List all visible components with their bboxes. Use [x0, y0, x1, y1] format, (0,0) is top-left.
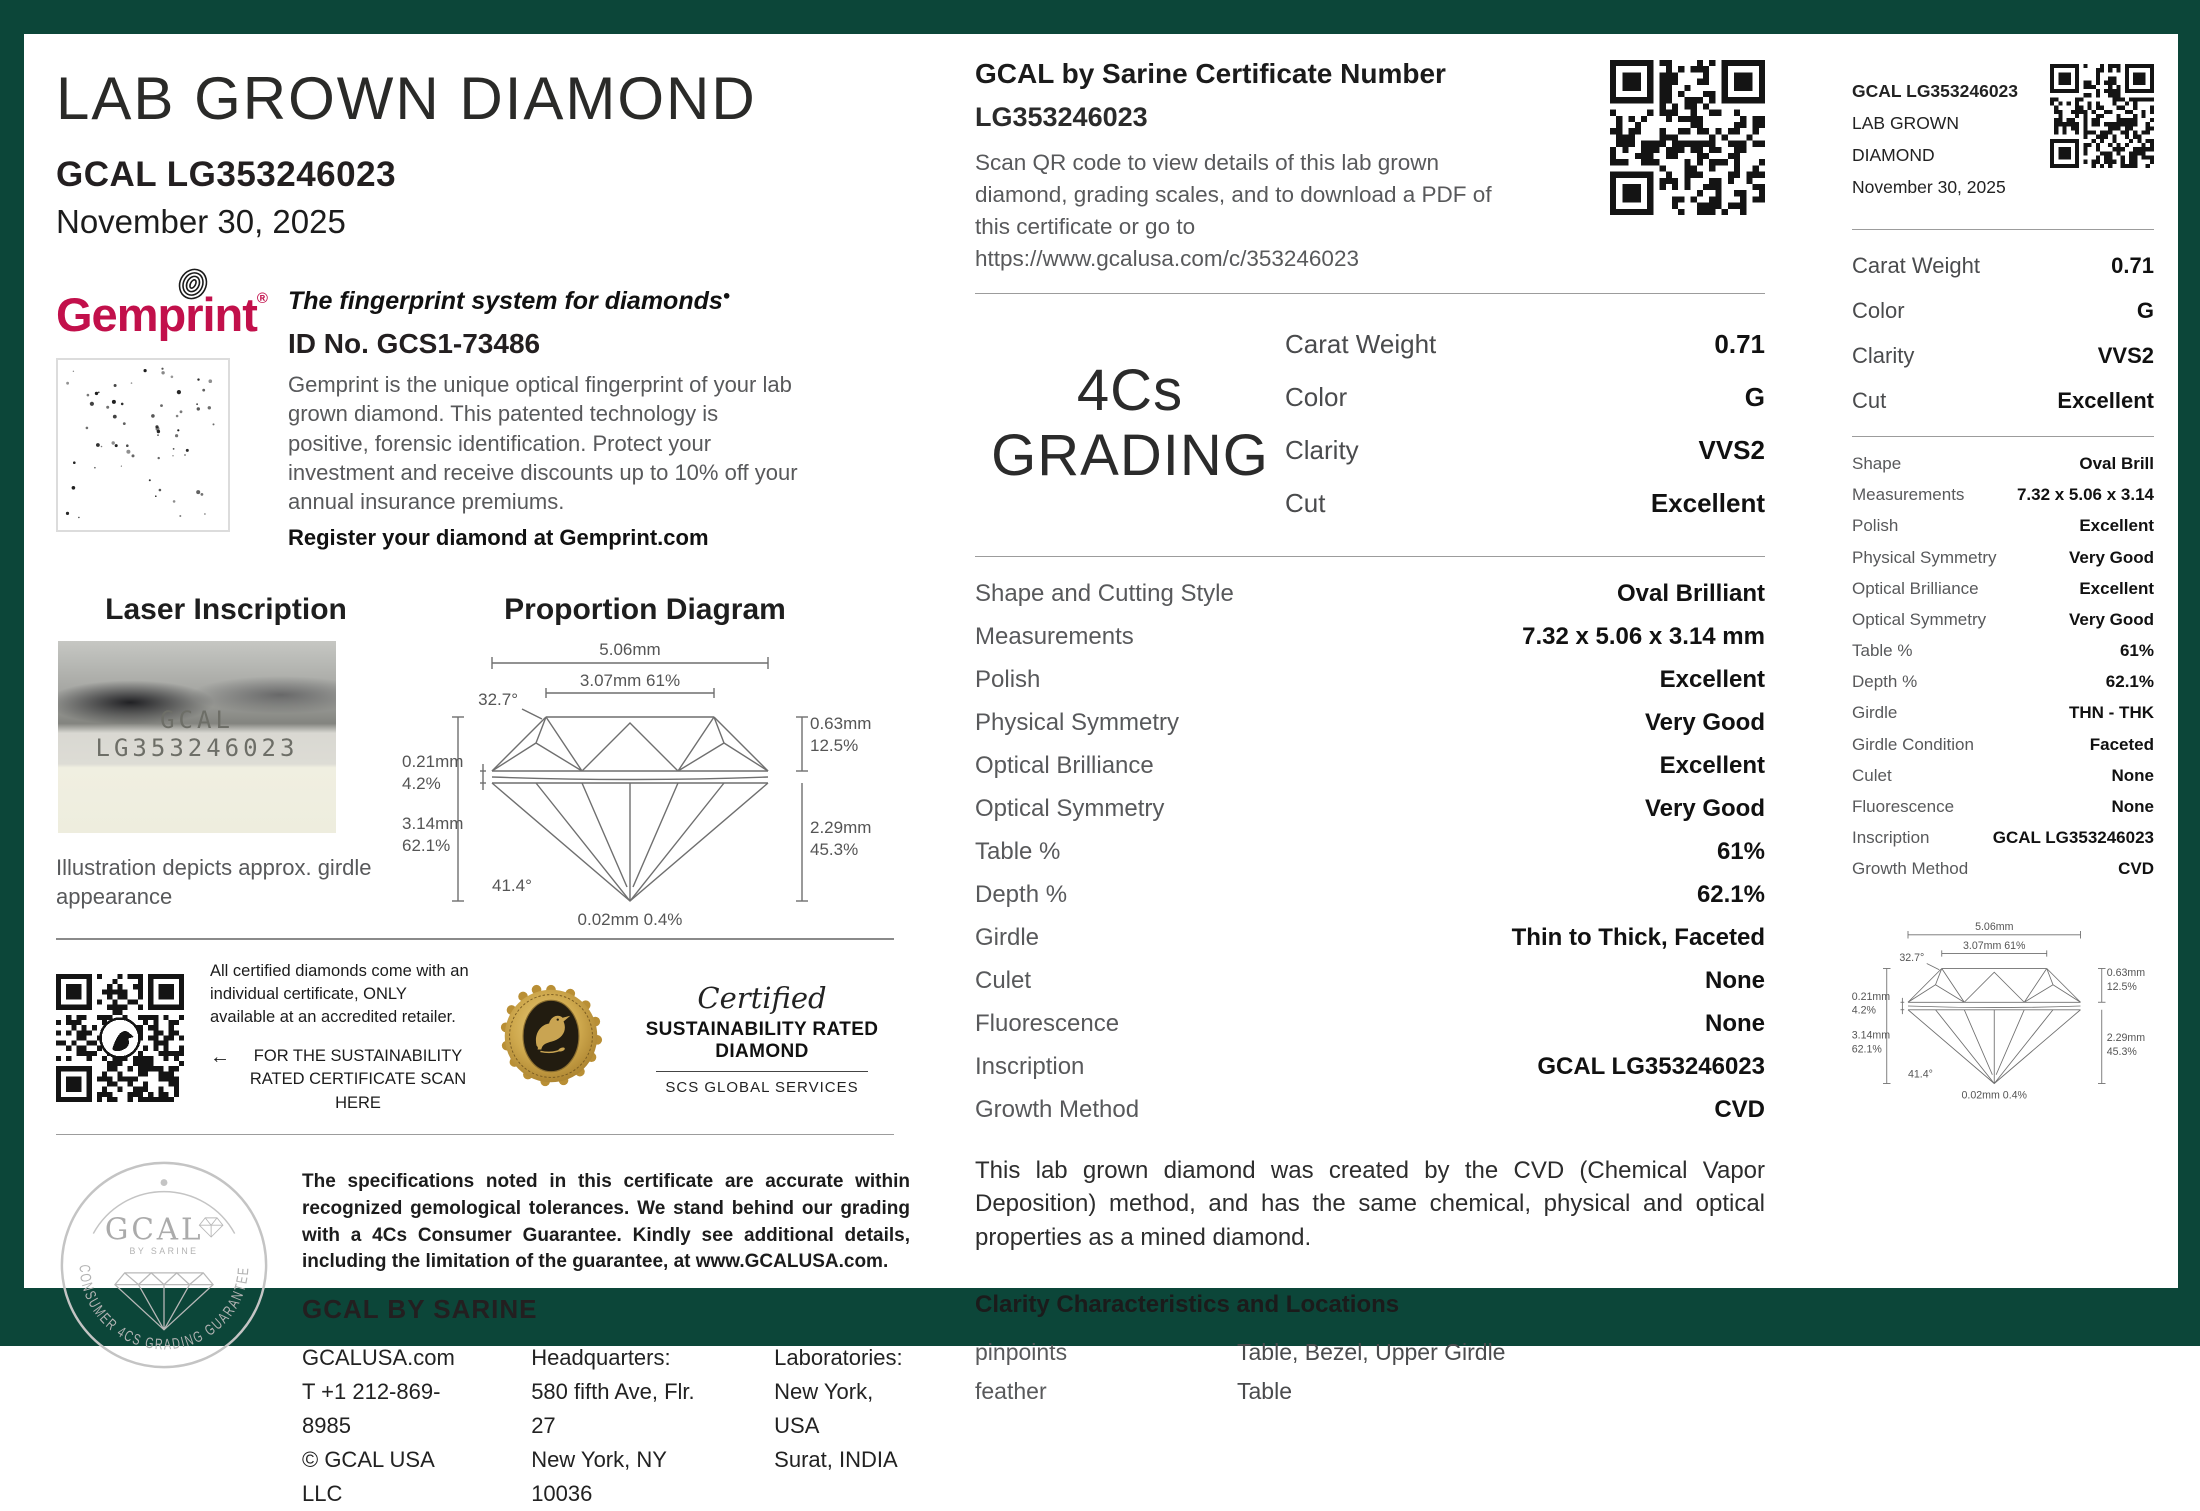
dim-girdle-mm: 0.21mm	[402, 752, 464, 772]
dim-girdle-pct: 4.2%	[1851, 1004, 1876, 1017]
table-row	[1852, 243, 2154, 288]
spec-value: Oval Brilliant	[1616, 580, 1765, 608]
table-row	[975, 874, 1765, 917]
grading-value: Excellent	[2057, 387, 2154, 413]
seal-diamond-art	[115, 1273, 213, 1330]
spec-label: Girdle	[1852, 703, 1898, 723]
certificate-qr-code	[1610, 60, 1765, 215]
table-row	[975, 745, 1765, 788]
dim-crown-angle: 32.7°	[1899, 952, 1925, 964]
clarity-name: pinpoints	[975, 1338, 1068, 1365]
frame-right-bar	[2178, 0, 2200, 1346]
contact-col-3	[774, 1341, 910, 1511]
seal-ring-text: CONSUMER 4CS GRADING GUARANTEE	[75, 1262, 253, 1355]
grading-value: VVS2	[2097, 342, 2154, 368]
spec-label: Physical Symmetry	[1852, 547, 1997, 567]
table-row	[1852, 729, 2154, 760]
table-row	[975, 831, 1765, 874]
grading-value: 0.71	[1714, 328, 1765, 359]
proportion-diagram-heading: Proportion Diagram	[504, 593, 786, 627]
dim-crown-height-pct: 12.5%	[810, 736, 859, 756]
company-name: GCAL BY SARINE	[302, 1293, 538, 1324]
table-row	[975, 616, 1765, 659]
dim-culet: 0.02mm 0.4%	[577, 910, 683, 930]
dim-pavilion-depth-mm: 2.29mm	[810, 818, 872, 838]
table-row	[975, 1372, 1765, 1411]
spec-value: Very Good	[2068, 609, 2154, 629]
hq-label: Headquarters:	[531, 1344, 671, 1370]
dim-crown-height-mm: 0.63mm	[2106, 967, 2146, 979]
dim-depth-mm: 3.14mm	[1851, 1029, 1891, 1042]
table-row	[975, 960, 1765, 1003]
table-row	[1852, 854, 2154, 885]
grading-value: Excellent	[1650, 487, 1765, 518]
spec-label: Inscription	[975, 1053, 1085, 1081]
divider	[656, 1071, 868, 1072]
stub-grading-table	[1852, 230, 2154, 436]
spec-value: Thin to Thick, Faceted	[1511, 924, 1765, 952]
spec-label: Fluorescence	[975, 1010, 1120, 1038]
spec-label: Optical Brilliance	[1852, 578, 1979, 598]
contact-col-1	[302, 1341, 471, 1511]
clarity-characteristics-heading: Clarity Characteristics and Locations	[975, 1290, 1400, 1318]
scs-global-services-label: SCS GLOBAL SERVICES	[665, 1078, 859, 1096]
table-row	[1852, 542, 2154, 573]
contact-website: GCALUSA.com	[302, 1344, 455, 1370]
grading-section	[975, 294, 1765, 556]
dim-table-width: 3.07mm 61%	[1962, 940, 2026, 953]
laser-inscription-text: GCAL LG353246023	[95, 706, 299, 763]
labs-label: Laboratories:	[774, 1344, 903, 1370]
labs-loc-2: Surat, INDIA	[774, 1446, 898, 1472]
spec-value: Oval Brill	[2079, 453, 2154, 473]
spec-label: Depth %	[1852, 672, 1918, 692]
table-row	[1852, 667, 2154, 698]
spec-label: Shape and Cutting Style	[975, 580, 1234, 608]
spec-label: Shape	[1852, 453, 1902, 473]
laser-inscription-heading: Laser Inscription	[105, 593, 347, 627]
spec-label: Optical Symmetry	[975, 795, 1165, 823]
certificate-note: All certified diamonds come with an individual certificate, ONLY available at an accredited retailer.	[210, 962, 469, 1026]
stub-certificate-number: GCAL LG353246023	[1852, 81, 2019, 101]
dim-crown-height-mm: 0.63mm	[810, 714, 872, 734]
contact-copyright: © GCAL USA LLC	[302, 1446, 434, 1507]
frame-top-bar	[0, 0, 2200, 34]
grading-title	[975, 359, 1285, 489]
spec-value: Excellent	[2079, 516, 2154, 536]
table-row	[1852, 288, 2154, 333]
certificate-number-value: LG353246023	[975, 102, 1148, 132]
table-row	[1852, 480, 2154, 511]
certified-script: Certified	[697, 980, 827, 1015]
gemprint-fingerprint-image	[56, 358, 230, 532]
spec-value: None	[1705, 1010, 1765, 1038]
proportion-diagram	[396, 633, 894, 938]
grading-label: Color	[1285, 381, 1348, 412]
laser-inscription-photo	[58, 641, 336, 833]
spec-label: Inscription	[1852, 828, 1930, 848]
spec-value: THN - THK	[2069, 703, 2154, 723]
table-row	[975, 1046, 1765, 1089]
table-row	[1852, 698, 2154, 729]
gemprint-id: ID No. GCS1-73486	[288, 328, 541, 359]
spec-label: Culet	[975, 967, 1032, 995]
dim-pavilion-depth-pct: 45.3%	[810, 840, 859, 860]
gemprint-section	[56, 287, 894, 551]
grading-title-line2: GRADING	[991, 422, 1269, 488]
spec-value: Excellent	[2079, 578, 2154, 598]
spec-value: 61%	[2119, 641, 2154, 661]
sustainability-rated-label: SUSTAINABILITY RATED DIAMOND	[645, 1018, 879, 1062]
dim-depth-mm: 3.14mm	[402, 814, 464, 834]
spec-label: Table %	[975, 838, 1061, 866]
dim-table-width: 3.07mm 61%	[579, 671, 681, 691]
scan-line-1: FOR THE SUSTAINABILITY	[253, 1046, 463, 1065]
stub-qr-code	[2050, 64, 2154, 168]
spec-table	[975, 557, 1765, 1142]
table-row	[1852, 448, 2154, 479]
table-row	[1285, 424, 1765, 477]
spec-value: GCAL LG353246023	[1537, 1053, 1765, 1081]
spec-label: Culet	[1852, 765, 1892, 785]
dim-pavilion-depth-pct: 45.3%	[2106, 1045, 2137, 1058]
middle-column	[975, 34, 1765, 1411]
table-row	[975, 1089, 1765, 1132]
grading-title-line1: 4Cs	[1076, 357, 1184, 423]
spec-label: Growth Method	[975, 1096, 1140, 1124]
dim-pavilion-angle: 41.4°	[1908, 1068, 1933, 1081]
gemprint-logo	[56, 287, 267, 342]
spec-value: CVD	[2118, 859, 2154, 879]
contact-phone: T +1 212-869-8985	[302, 1378, 441, 1438]
certificate-number-heading: GCAL by Sarine Certificate Number	[975, 58, 1446, 89]
clarity-location: Table, Bezel, Upper Girdle	[1237, 1338, 1506, 1365]
spec-label: Optical Brilliance	[975, 752, 1154, 780]
table-row	[1285, 318, 1765, 371]
qr-instructions: Scan QR code to view details of this lab grown diamond, grading scales, and to download a PDF of this certificate or go to https://www.gcalusa.com/c/353246023	[975, 150, 1492, 271]
registered-mark: ®	[256, 290, 267, 307]
spec-label: Polish	[1852, 516, 1899, 536]
spec-value: 62.1%	[1696, 881, 1765, 909]
spec-value: 62.1%	[2105, 672, 2154, 692]
table-row	[1852, 760, 2154, 791]
clarity-table	[975, 1333, 1765, 1411]
spec-label: Growth Method	[1852, 859, 1969, 879]
table-row	[1852, 636, 2154, 667]
dim-crown-angle: 32.7°	[478, 690, 518, 710]
certificate-date: November 30, 2025	[56, 203, 346, 240]
gemprint-register-line: Register your diamond at Gemprint.com	[288, 525, 709, 551]
table-row	[975, 917, 1765, 960]
fingerprint-icon	[174, 257, 212, 312]
hq-address-1: 580 fifth Ave, Flr. 27	[531, 1378, 695, 1438]
gemprint-wordmark: Gemprint	[56, 288, 257, 341]
clarity-location: Table	[1237, 1377, 1292, 1404]
clarity-name: feather	[975, 1377, 1047, 1404]
grading-value: 0.71	[2111, 252, 2154, 278]
left-column	[56, 34, 910, 1511]
sustainability-seal	[498, 978, 604, 1099]
table-row	[975, 702, 1765, 745]
table-row	[975, 573, 1765, 616]
spec-value: Excellent	[1659, 666, 1765, 694]
spec-value: Excellent	[1659, 752, 1765, 780]
spec-value: CVD	[1714, 1096, 1765, 1124]
gemprint-description: Gemprint is the unique optical fingerprint of your lab grown diamond. This patented technology is positive, forensic identification. Protect your investment and receive discounts up to 10% off your annual insurance premiums.	[288, 372, 798, 514]
dim-total-width: 5.06mm	[599, 640, 661, 660]
spec-label: Girdle	[975, 924, 1040, 952]
dim-crown-height-pct: 12.5%	[2106, 980, 2137, 993]
spec-value: 61%	[1716, 838, 1765, 866]
sustainability-section	[56, 940, 894, 1134]
table-row	[1852, 604, 2154, 635]
spec-value: GCAL LG353246023	[1992, 828, 2154, 848]
stub-date: November 30, 2025	[1852, 176, 2006, 197]
grading-value: VVS2	[1698, 434, 1765, 465]
sustainability-qr-code	[56, 974, 184, 1102]
table-row	[1852, 378, 2154, 423]
spec-label: Optical Symmetry	[1852, 609, 1987, 629]
grading-label: Carat Weight	[1852, 252, 1980, 278]
dim-depth-pct: 62.1%	[1851, 1043, 1882, 1056]
table-row	[1852, 791, 2154, 822]
contact-col-2	[531, 1341, 714, 1511]
grading-label: Color	[1852, 297, 1905, 323]
seal-gcal-text: GCAL	[104, 1212, 204, 1247]
consumer-guarantee-seal	[56, 1157, 272, 1378]
right-column	[1852, 34, 2154, 1109]
contact-info	[302, 1341, 910, 1511]
spec-value: None	[2111, 797, 2154, 817]
stub-title: LAB GROWN DIAMOND	[1852, 112, 1959, 165]
spec-value: None	[2111, 765, 2154, 785]
dim-culet: 0.02mm 0.4%	[1961, 1089, 2027, 1102]
labs-loc-1: New York, USA	[774, 1378, 874, 1438]
grading-value: G	[2136, 297, 2154, 323]
page-title: LAB GROWN DIAMOND	[56, 65, 757, 132]
grading-label: Cut	[1285, 487, 1326, 518]
grading-label: Clarity	[1852, 342, 1915, 368]
grading-label: Cut	[1852, 387, 1887, 413]
seal-by-sarine-text: BY SARINE	[129, 1246, 199, 1257]
hq-address-2: New York, NY 10036	[531, 1446, 667, 1507]
spec-value: Very Good	[2068, 547, 2154, 567]
spec-label: Polish	[975, 666, 1041, 694]
dim-pavilion-depth-mm: 2.29mm	[2106, 1032, 2146, 1044]
scan-line-2: RATED CERTIFICATE SCAN HERE	[249, 1070, 467, 1113]
table-row	[1285, 477, 1765, 530]
spec-label: Measurements	[1852, 485, 1965, 505]
table-row	[975, 659, 1765, 702]
left-arrow-icon: ←	[210, 1045, 230, 1068]
spec-value: 7.32 x 5.06 x 3.14	[2016, 485, 2154, 505]
table-row	[1285, 371, 1765, 424]
dim-pavilion-angle: 41.4°	[492, 876, 532, 896]
table-row	[975, 1003, 1765, 1046]
gemprint-tagline	[288, 287, 894, 316]
disclaimer-text: The specifications noted in this certificate are accurate within recognized gemological tolerances. We stand behind our grading with a 4Cs Consumer Guarantee. Kindly see additional details, including the limitation of the guarantee, at www.GCALUSA.com.	[302, 1171, 910, 1273]
table-row	[975, 788, 1765, 831]
spec-value: Very Good	[1644, 709, 1765, 737]
table-row	[1852, 573, 2154, 604]
table-row	[1852, 823, 2154, 854]
spec-label: Physical Symmetry	[975, 709, 1180, 737]
dim-girdle-mm: 0.21mm	[1851, 990, 1891, 1003]
certificate-number: GCAL LG353246023	[56, 155, 397, 194]
grading-label: Clarity	[1285, 434, 1359, 465]
cvd-description: This lab grown diamond was created by the CVD (Chemical Vapor Deposition) method, and has the same chemical, physical and optical properties as a mined diamond.	[975, 1156, 1765, 1251]
spec-value: Very Good	[1644, 795, 1765, 823]
gemprint-tagline-mark: ●	[722, 287, 731, 303]
dim-girdle-pct: 4.2%	[402, 774, 441, 794]
stub-spec-table	[1852, 437, 2154, 896]
spec-label: Measurements	[975, 623, 1134, 651]
laser-inscription-caption: Illustration depicts approx. girdle appearance	[56, 855, 372, 910]
spec-label: Depth %	[975, 881, 1068, 909]
grading-label: Carat Weight	[1285, 328, 1437, 359]
frame-left-bar	[0, 0, 24, 1346]
spec-label: Fluorescence	[1852, 797, 1955, 817]
spec-label: Table %	[1852, 641, 1913, 661]
spec-label: Girdle Condition	[1852, 734, 1974, 754]
grading-value: G	[1744, 381, 1765, 412]
dim-total-width: 5.06mm	[1975, 920, 2014, 933]
table-row	[975, 1333, 1765, 1372]
gemprint-tagline-text: The fingerprint system for diamonds	[288, 287, 723, 315]
spec-value: Faceted	[2089, 734, 2154, 754]
proportion-diagram-small	[1848, 916, 2154, 1109]
table-row	[1852, 333, 2154, 378]
table-row	[1852, 511, 2154, 542]
spec-value: 7.32 x 5.06 x 3.14 mm	[1522, 623, 1765, 651]
spec-value: None	[1705, 967, 1765, 995]
dim-depth-pct: 62.1%	[402, 836, 451, 856]
